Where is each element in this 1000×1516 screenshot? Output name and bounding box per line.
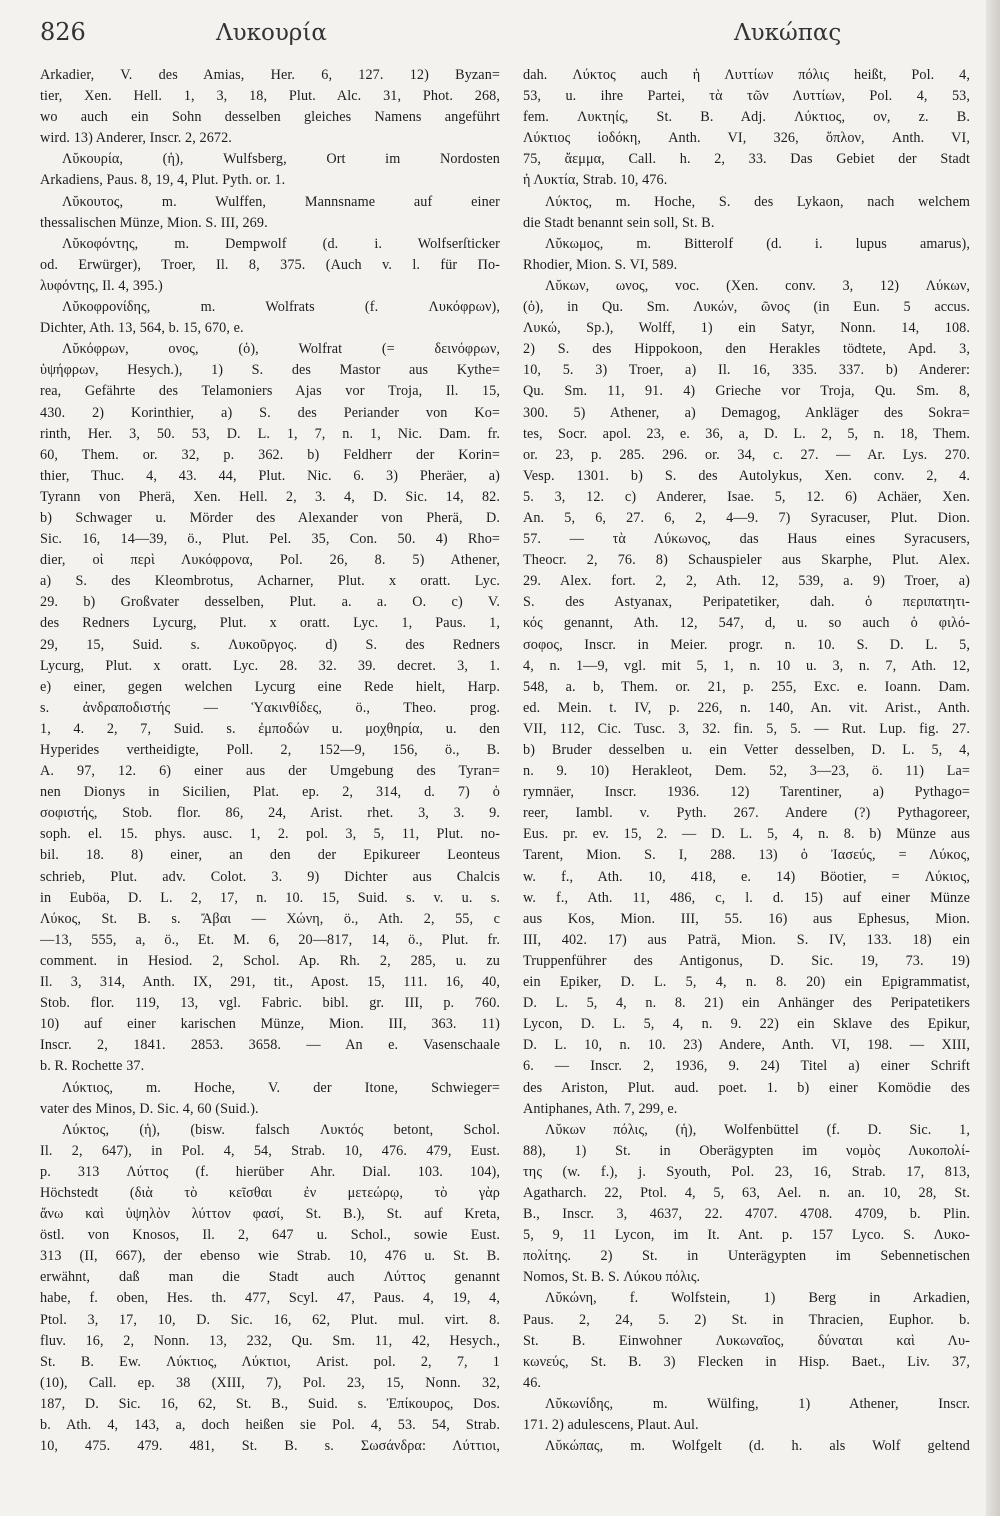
text-line: dier, οἱ περὶ Λυκόφρονα, Pol. 26, 8. 5) Athener,: [40, 552, 500, 569]
right-running-head: Λυκώπας: [734, 20, 842, 46]
text-line: vater des Minos, D. Sic. 4, 60 (Suid.).: [40, 1100, 259, 1117]
text-line: e) einer, gegen welchen Lycurg eine Rede hielt, Harp.: [40, 678, 500, 695]
text-line: Sic. 16, 14—39, ö., Plut. Pel. 35, Con. 50. 4) Rho=: [40, 531, 500, 548]
text-line: 171. 2) adulescens, Plaut. Aul.: [523, 1417, 699, 1433]
text-line: soph. el. 15. phys. ausc. 1, 2. pol. 3, 5, 11, Plut. no-: [40, 826, 500, 843]
text-line: Theocr. 2, 76. 8) Schauspieler aus Skarphe, Plut. Alex.: [523, 552, 970, 569]
text-line: rinth, Her. 3, 50. 53, D. L. 1, 7, n. 1, Nic. Dam. fr.: [40, 425, 500, 442]
text-line: in Euböa, D. L. 2, 17, n. 10. 15, Suid. s. v. u. s.: [40, 889, 500, 906]
left-column: [40, 65, 500, 1457]
text-line: erwähnt, daß man die Stadt auch Λύττος genannt: [40, 1269, 500, 1286]
text-line: nen Dionys in Sicilien, Plat. ep. 2, 314, d. 7) ὁ: [40, 784, 500, 801]
text-line: Λύκος, St. B. s. Ἄβαι — Χώνη, ö., Ath. 2, 55, c: [40, 910, 500, 927]
text-line: (10), Call. ep. 38 (XIII, 7), Pol. 23, 15, Nonn. 32,: [40, 1374, 500, 1391]
text-line: A. 97, 12. 6) einer aus der Umgebung des Tyran=: [40, 763, 500, 780]
text-line: ein Epiker, D. L. 5, 4, n. 8. 20) ein Epigrammatist,: [523, 974, 970, 991]
text-line: reer, Iambl. v. Pyth. 267. Andere (?) Pythagoreer,: [523, 805, 970, 822]
entry-headword-line: Λῠκόφρων, ονος, (ὁ), Wolfrat (= δεινόφρων,: [62, 341, 500, 358]
text-line: die Stadt benannt sein soll, St. B.: [523, 214, 715, 231]
text-line: b. R. Rochette 37.: [40, 1058, 145, 1075]
text-line: b. Ath. 4, 143, a, doch heißen sie Pol. 4, 53. 54, Strab.: [40, 1417, 500, 1433]
text-line: des Redners Lycurg, Plut. x oratt. Lyc. 1, Paus. 1,: [40, 615, 500, 632]
text-line: ἄνω καὶ ὑψηλὸν λύττον φασί, St. B.), St. auf Kreta,: [40, 1206, 500, 1223]
text-line: od. Erwürger), Troer, Il. 8, 375. (Auch v. l. für Πο-: [40, 256, 500, 273]
text-line: Il. 2, 647), in Pol. 4, 54, Strab. 10, 476. 479, Eust.: [40, 1142, 500, 1159]
text-line: n. 9. 10) Herakleot, Dem. 52, 3—23, ö. 11) La=: [523, 763, 970, 780]
text-line: w. f., Ath. 11, 486, c, l. d. 15) auf einer Münze: [523, 889, 970, 906]
text-line: rea, Gefährte des Telamoniers Ajas vor Troja, Il. 15,: [40, 383, 500, 400]
text-line: des Ariston, Plut. aud. poet. 1. b) einer Komödie des: [523, 1079, 970, 1096]
text-line: Rhodier, Mion. S. VI, 589.: [523, 256, 678, 273]
text-line: a) S. des Kleombrotus, Acharner, Plut. x oratt. Lyc.: [40, 573, 500, 590]
entry-headword-line: Λῠκωμος, m. Bitterolf (d. i. lupus amarus),: [545, 235, 970, 252]
text-line: schrieb, Plut. adv. Colot. 3. 9) Dichter aus Chalcis: [40, 868, 500, 885]
text-line: Tyrann von Pherä, Xen. Hell. 2, 3. 4, D. Sic. 14, 82.: [40, 488, 500, 505]
text-line: dah. Λύκτος auch ἡ Λυττίων πόλις heißt, Pol. 4,: [523, 67, 970, 83]
page-header: [40, 18, 965, 54]
text-line: Inscr. 2, 1841. 2853. 3658. — An e. Vasenschaale: [40, 1037, 500, 1054]
text-line: fluv. 16, 2, Nonn. 13, 232, Qu. Sm. 11, 42, Hesych.,: [40, 1332, 500, 1349]
text-line: της (w. f.), j. Syouth, Pol. 23, 16, Strab. 17, 813,: [523, 1163, 970, 1180]
text-line: Lycon, D. L. 5, 4, n. 9. 22) ein Sklave des Epikur,: [523, 1016, 970, 1033]
text-line: Truppenführer des Antigonus, D. Sic. 19, 73. 19): [523, 952, 970, 969]
text-line: St. B. Ew. Λύκτιος, Λύκτιοι, Arist. pol. 2, 7, 1: [40, 1353, 500, 1370]
text-line: 10, 5. 3) Troer, a) Il. 16, 335. 337. b) Anderer:: [523, 362, 970, 379]
text-line: D. L. 10, n. 10. 23) Andere, Anth. VI, 198. — XIII,: [523, 1037, 970, 1054]
text-line: Antiphanes, Ath. 7, 299, e.: [523, 1100, 678, 1117]
text-line: wo auch ein Sohn desselben gleiches Namens angeführt: [40, 109, 500, 126]
text-line: Agatharch. 22, Ptol. 4, 5, 63, Ael. n. an. 10, 28, St.: [523, 1184, 970, 1201]
text-line: 5, 9, 11 Lycon, im It. Ant. p. 157 Lyco. S. Λυκο-: [523, 1227, 970, 1244]
text-line: St. B. Einwohner Λυκωναῖος, δύναται καὶ Λυ-: [523, 1332, 970, 1349]
page-number: 826: [40, 18, 86, 46]
entry-headword-line: Λῠκουρία, (ἡ), Wulfsberg, Ort im Nordosten: [62, 151, 500, 168]
text-line: Stob. flor. 119, 13, vgl. Fabric. bibl. gr. III, p. 760.: [40, 995, 500, 1012]
text-line: πολίτης. 2) St. in Unterägypten im Sebennetischen: [523, 1248, 970, 1265]
text-line: 6. — Inscr. 2, 1936, 9. 24) Titel a) einer Schrift: [523, 1058, 970, 1075]
text-line: thessalischen Münze, Mion. S. III, 269.: [40, 214, 268, 231]
entry-headword-line: Λῠκωνίδης, m. Wülfing, 1) Athener, Inscr.: [545, 1395, 970, 1412]
text-line: 29, 15, Suid. s. Λυκοῦργος. d) S. des Redners: [40, 636, 500, 653]
text-line: 10, 475. 479. 481, St. B. s. Σωσάνδρα: Λύττιοι,: [40, 1438, 500, 1455]
text-line: 5. 3, 12. c) Anderer, Isae. 5, 12. 6) Achäer, Xen.: [523, 488, 970, 505]
entry-headword-line: Λῠκοφρονίδης, m. Wolfrats (f. Λυκόφρων),: [62, 299, 500, 316]
text-line: κωνεύς, St. B. 3) Flecken in Hisp. Baet., Liv. 37,: [523, 1353, 970, 1370]
text-line: tes, Socr. apol. 23, e. 36, a, D. L. 2, 5, n. 18, Them.: [523, 425, 970, 442]
text-line: Il. 3, 314, Anth. IX, 291, tit., Apost. 15, 111. 16, 40,: [40, 974, 500, 991]
text-line: comment. in Hesiod. 2, Schol. Ap. Rh. 2, 285, u. zu: [40, 952, 500, 969]
text-line: Paus. 2, 24, 5. 2) St. in Thracien, Euphor. b.: [523, 1311, 970, 1328]
text-line: p. 313 Λύττος (f. hierüber Ahr. Dial. 103. 104),: [40, 1163, 500, 1180]
text-line: aus Kos, Mion. III, 55. 16) aus Ephesus, Mion.: [523, 910, 970, 927]
text-line: 1, 4. 2, 7, Suid. s. ἐμποδών u. μοχθηρία, u. den: [40, 720, 500, 737]
text-line: 29. b) Großvater desselben, Plut. a. a. O. c) V.: [40, 594, 500, 611]
text-line: wird. 13) Anderer, Inscr. 2, 2672.: [40, 130, 232, 147]
entry-headword-line: Λῠκων πόλις, (ἡ), Wolfenbüttel (f. D. Sic. 1,: [545, 1121, 970, 1138]
text-line: ὑψήφρων, Hesych.), 1) S. des Mastor aus Kythe=: [40, 362, 500, 379]
text-line: Dichter, Ath. 13, 564, b. 15, 670, e.: [40, 320, 244, 337]
text-line: Eus. pr. ev. 15, 2. — D. L. 5, 4, n. 8. b) Münze aus: [523, 826, 970, 843]
text-line: D. L. 5, 4, n. 8. 21) ein Anhänger des Peripatetikers: [523, 995, 970, 1012]
text-line: Qu. Sm. 11, 91. 4) Grieche vor Troja, Qu. Sm. 8,: [523, 383, 970, 400]
text-line: or. 23, p. 285. 296. or. 34, c. 27. — Ar. Lys. 270.: [523, 446, 970, 463]
text-line: 548, a. b, Them. or. 21, p. 255, Exc. e. Ioann. Dam.: [523, 678, 970, 695]
page-edge-shadow: [986, 0, 1000, 1516]
text-line: 88), 1) St. in Oberägypten im νομὸς Λυκοπολί-: [523, 1142, 970, 1159]
entry-headword-line: Λῠκουτος, m. Wulffen, Mannsname auf einer: [62, 193, 500, 210]
text-line: An. 5, 6, 27. 6, 2, 4—9. 7) Syracuser, Plut. Dion.: [523, 509, 970, 526]
text-line: ἡ Λυκτία, Strab. 10, 476.: [523, 172, 668, 189]
text-line: thier, Thuc. 4, 43. 44, Plut. Nic. 6. 3) Pheräer, a): [40, 467, 500, 484]
text-line: Vesp. 1301. b) S. des Autolykus, Xen. conv. 2, 4.: [523, 467, 970, 484]
text-line: b) Bruder desselben u. ein Vetter desselben, D. L. 5, 4,: [523, 742, 970, 758]
text-line: 313 (II, 667), der ebenso wie Strab. 10, 476 u. St. B.: [40, 1248, 500, 1265]
entry-headword-line: Λύκτιος, m. Hoche, V. der Itone, Schwieger=: [62, 1079, 500, 1096]
text-line: Tarent, Mion. S. I, 288. 13) ὁ Ἰασεύς, = Λύκος,: [523, 847, 970, 864]
text-line: bil. 18. 8) einer, an den der Epikureer Leonteus: [40, 847, 500, 864]
text-line: 46.: [523, 1374, 542, 1391]
text-line: Hyperides vertheidigte, Poll. 2, 152—9, 156, ö., B.: [40, 742, 500, 758]
text-line: S. des Astyanax, Peripatetiker, dah. ὁ περιπατητι-: [523, 594, 970, 611]
entry-headword-line: Λῠκώνη, f. Wolfstein, 1) Berg in Arkadien,: [545, 1290, 970, 1307]
left-running-head: Λυκουρία: [216, 20, 327, 46]
text-line: 53, u. ihre Partei, τὰ τῶν Λυττίων, Pol. 4, 53,: [523, 88, 970, 105]
text-line: Arkadiens, Paus. 8, 19, 4, Plut. Pyth. or. 1.: [40, 172, 286, 189]
entry-headword-line: Λῠκων, ωνος, voc. (Xen. conv. 3, 12) Λύκων,: [545, 277, 970, 294]
text-line: fem. Λυκτηίς, St. B. Adj. Λύκτιος, ον, z. B.: [523, 109, 970, 126]
text-line: 29. Alex. fort. 2, 2, Ath. 12, 539, a. 9) Troer, a): [523, 573, 970, 590]
text-line: Lycurg, Plut. x oratt. Lyc. 28. 32. 39. decret. 3, 1.: [40, 657, 500, 674]
entry-headword-line: Λῠκοφόντης, m. Dempwolf (d. i. Wolfserſticker: [62, 235, 500, 252]
text-line: tier, Xen. Hell. 1, 3, 18, Plut. Alc. 31, Phot. 268,: [40, 88, 500, 105]
text-line: λυφόντης, Il. 4, 395.): [40, 277, 163, 294]
text-line: (ὁ), in Qu. Sm. Λυκών, ῶνος (in Eun. 5 accus.: [523, 299, 970, 316]
entry-headword-line: Λύκτος, m. Hoche, S. des Lykaon, nach welchem: [545, 193, 970, 210]
text-line: Arkadier, V. des Amias, Her. 6, 127. 12) Byzan=: [40, 67, 500, 83]
text-line: 10) auf einer karischen Münze, Mion. III, 363. 11): [40, 1016, 500, 1033]
text-line: 430. 2) Korinthier, a) S. des Periander von Ko=: [40, 404, 500, 421]
text-line: Ptol. 3, 17, 10, D. Sic. 16, 62, Plut. mul. virt. 8.: [40, 1311, 500, 1328]
text-line: 57. — τὰ Λύκωνος, das Haus eines Syracusers,: [523, 531, 970, 548]
right-column: [523, 65, 970, 1457]
text-line: Λυκώ, Sp.), Wolff, 1) ein Satyr, Nonn. 14, 108.: [523, 320, 970, 337]
text-line: σοφιστής, Stob. flor. 86, 24, Arist. rhet. 3, 3. 9.: [40, 805, 500, 822]
text-line: b) Schwager u. Mörder des Alexander von Pherä, D.: [40, 509, 500, 526]
text-line: 2) S. des Hippokoon, den Herakles tödtete, Apd. 3,: [523, 341, 970, 358]
text-line: III, 402. 17) aus Paträ, Mion. S. IV, 133. 18) ein: [523, 931, 970, 948]
text-line: 187, D. Sic. 16, 62, St. B., Suid. s. Ἐπίκουρος, Dos.: [40, 1395, 500, 1412]
entry-headword-line: Λῠκώπας, m. Wolfgelt (d. h. als Wolf geltend: [545, 1438, 970, 1455]
text-line: VII, 112, Cic. Tusc. 3, 32. fin. 5, 5. — Rut. Lup. fig. 27.: [523, 720, 970, 737]
text-line: habe, f. oben, Hes. th. 477, Scyl. 47, Paus. 4, 19, 4,: [40, 1290, 500, 1307]
text-line: rymnäer, Inscr. 1936. 12) Tarentiner, a) Pythago=: [523, 784, 970, 801]
text-line: Höchstedt (διὰ τὸ κεῖσθαι ἐν μετεώρῳ, τὸ γὰρ: [40, 1184, 500, 1201]
text-line: s. ἀνδραποδιστής — Ὑακινθίδες, ö., Theo. prog.: [40, 699, 500, 716]
text-line: 60, Them. or. 32, p. 362. b) Feldherr der Korin=: [40, 446, 500, 463]
text-line: 4, n. 1—9, vgl. mit 5, 1, n. 10 u. 3, n. 7, Ath. 12,: [523, 657, 970, 674]
text-line: κός genannt, Ath. 12, 547, d, u. so auch ὁ φιλό-: [523, 615, 970, 632]
text-line: östl. von Knosos, Il. 2, 647 u. Schol., sowie Eust.: [40, 1227, 500, 1244]
text-line: 75, ἄεμμα, Call. h. 2, 33. Das Gebiet der Stadt: [523, 151, 970, 168]
text-line: σοφος, Inscr. in Meier. progr. n. 10. S. D. L. 5,: [523, 636, 970, 653]
text-line: w. f., Ath. 10, 418, e. 14) Böotier, = Λύκιος,: [523, 868, 970, 885]
text-line: —13, 555, a, ö., Et. M. 6, 20—817, 14, ö., Plut. fr.: [40, 931, 500, 948]
text-line: ed. Mein. t. IV, p. 226, n. 140, An. vit. Arist., Anth.: [523, 699, 970, 716]
text-line: Nomos, St. B. S. Λύκου πόλις.: [523, 1269, 701, 1286]
text-line: 300. 5) Athener, a) Demagog, Ankläger des Sokra=: [523, 404, 970, 421]
text-line: B., Inscr. 3, 4637, 22. 4707. 4708. 4709, b. Plin.: [523, 1206, 970, 1223]
text-line: Λύκτιος ἰοδόκη, Anth. VI, 326, ὅπλον, Anth. VI,: [523, 130, 970, 147]
entry-headword-line: Λύκτος, (ἡ), (bisw. falsch Λυκτός betont, Schol.: [62, 1121, 500, 1138]
